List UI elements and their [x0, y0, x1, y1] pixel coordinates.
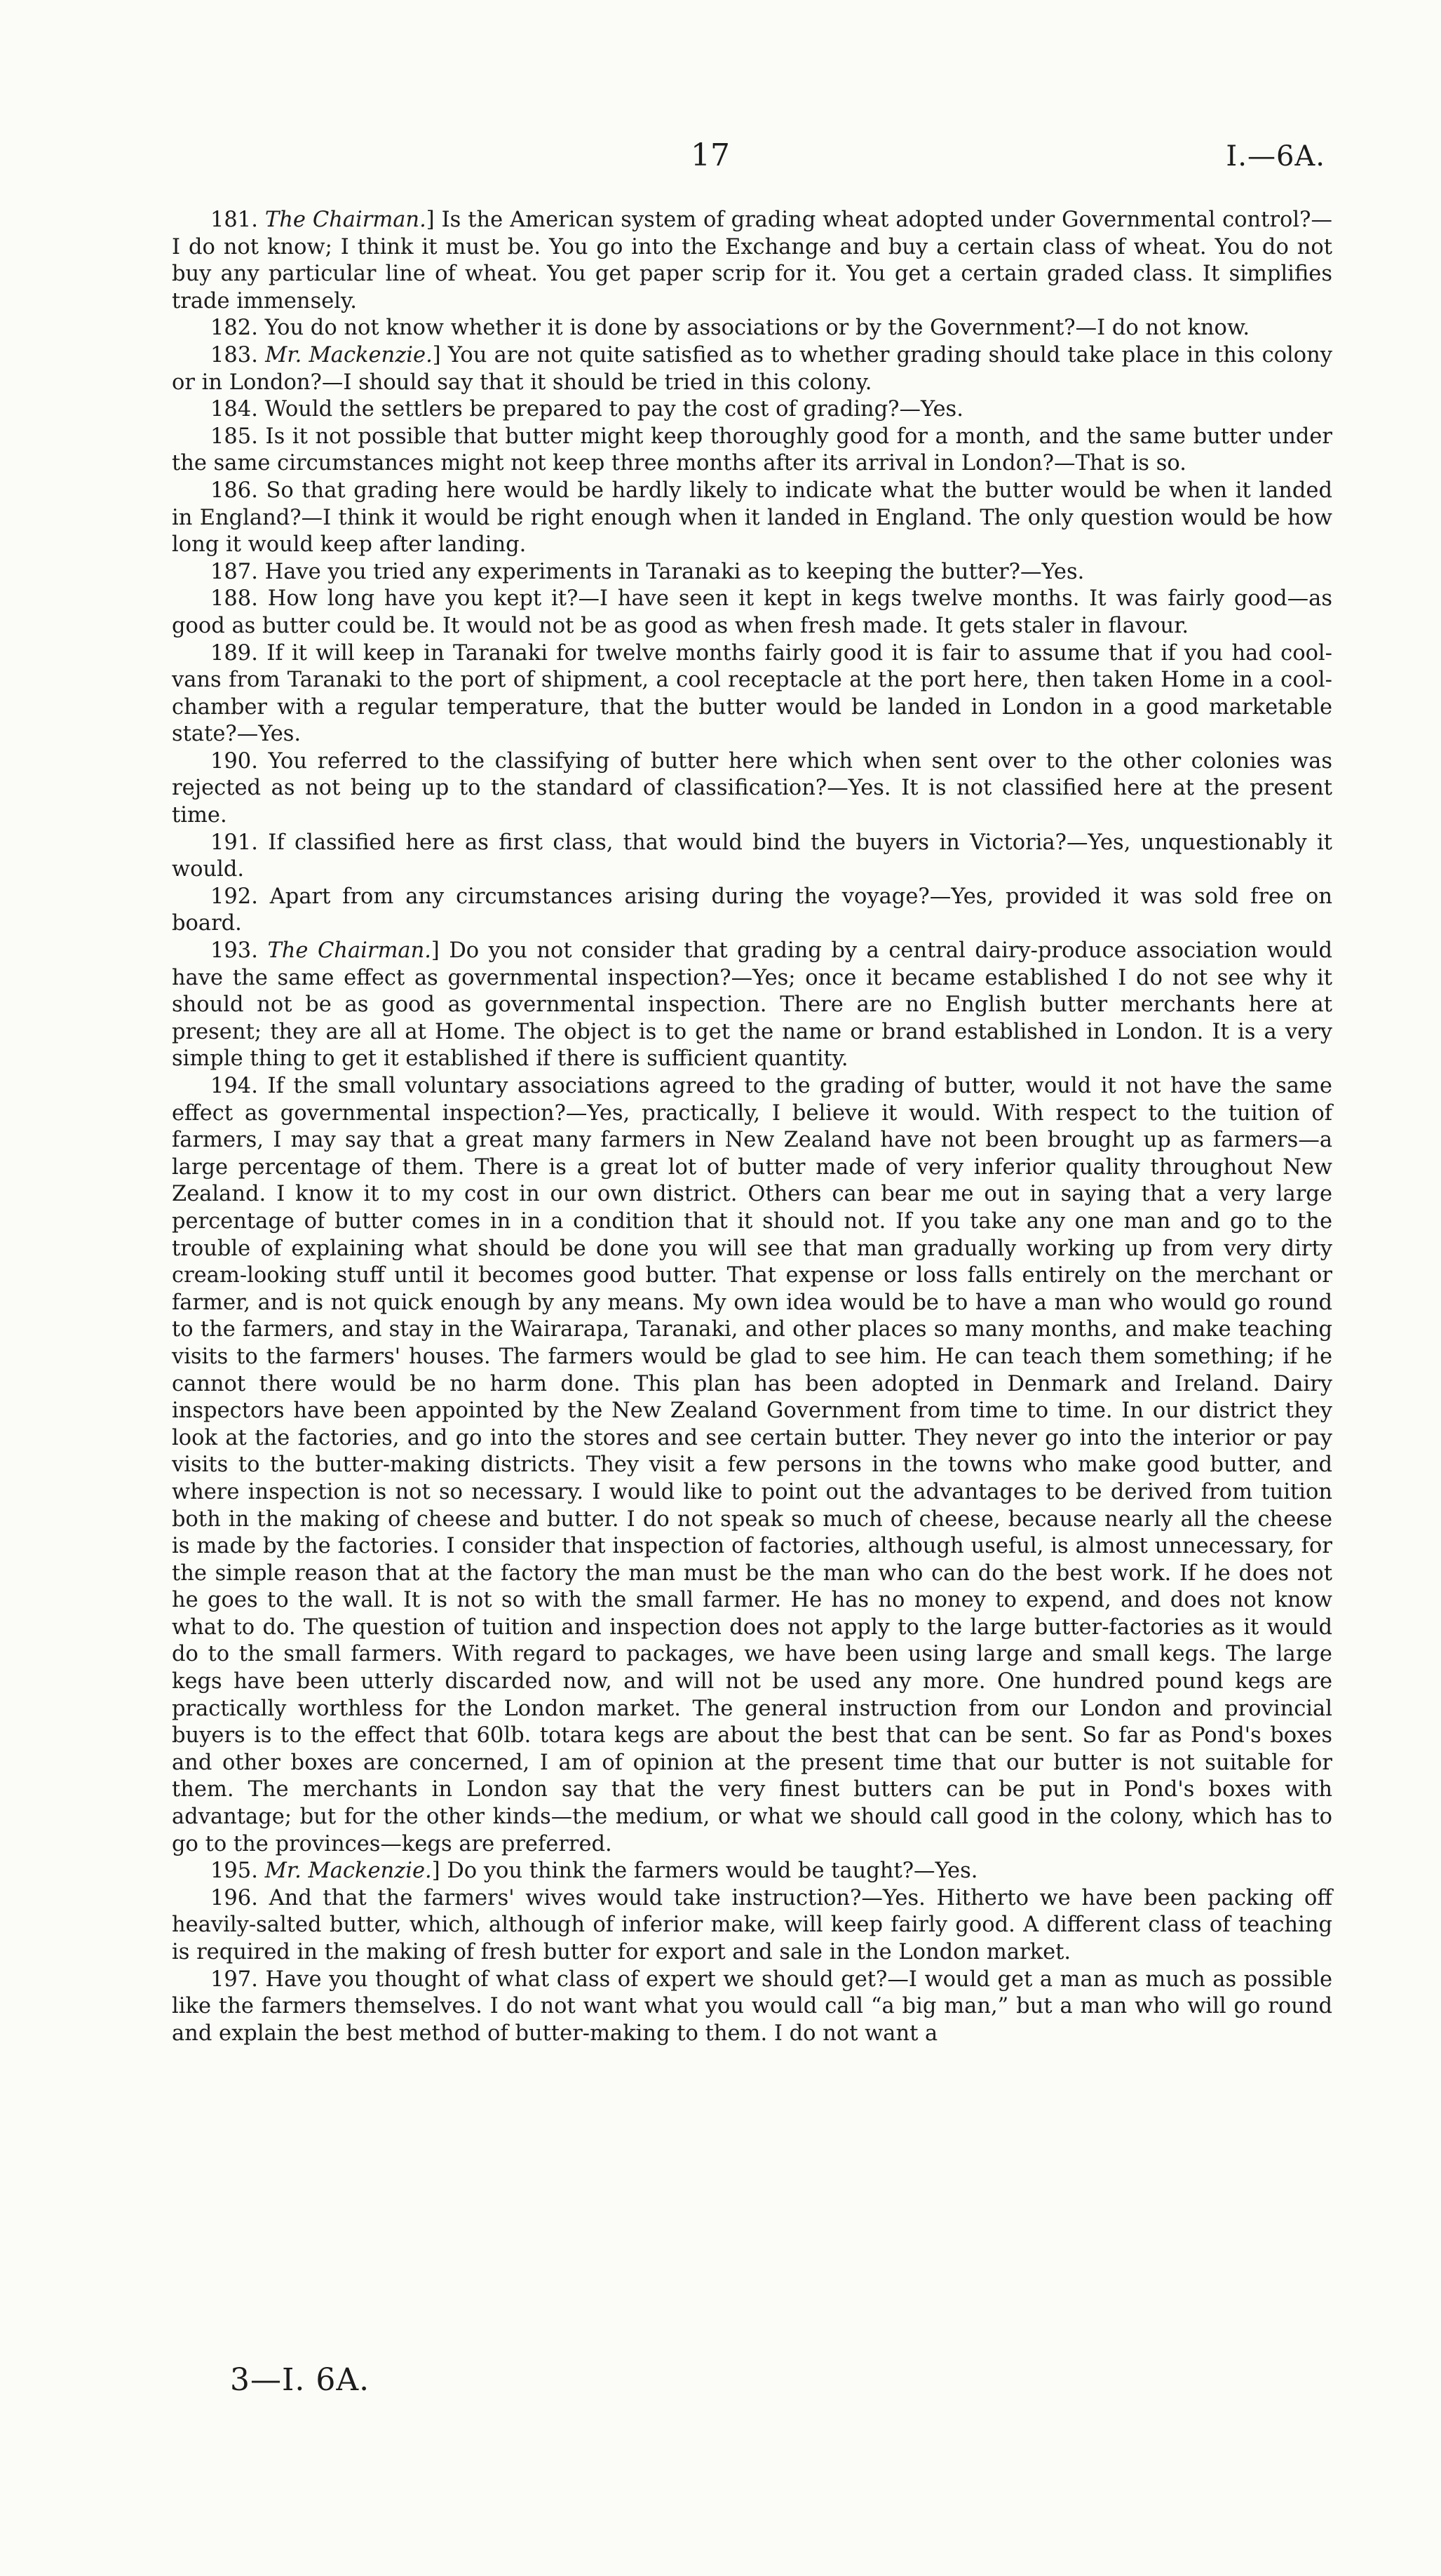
question-number: 192.: [210, 884, 258, 909]
question-number: 195.: [210, 1859, 258, 1884]
question-number: 181.: [210, 208, 258, 232]
page-number: 17: [691, 137, 730, 173]
question-number: 187.: [210, 559, 258, 584]
paragraph-185: [172, 424, 1332, 478]
paragraph-text: Do you think the farmers would be taught?—Yes.: [440, 1859, 978, 1884]
question-number: 193.: [210, 938, 258, 964]
paragraph-text: Do you not consider that grading by a central dairy-produce association would have the same effect as governmental inspection?—Yes; once it became established I do not see why it should not be as good as governmental inspection. There are no English butter merchants here at present; they are all at Home. The object is to get the name or brand established in London. It is a very simple thing to get it established if there is sufficient quantity.: [172, 938, 1332, 1072]
question-number: 194.: [210, 1074, 258, 1098]
paragraph-187: [172, 559, 1332, 586]
paragraph-182: [172, 315, 1332, 342]
question-number: 188.: [210, 586, 258, 612]
paragraph-text: You referred to the classifying of butter here which when sent over to the other colonies was rejected as not being up to the standard of classification?—Yes. It is not classified here at the present time.: [172, 748, 1332, 828]
paragraph-text: If it will keep in Taranaki for twelve months fairly good it is fair to assume that if you had cool-vans from Taranaki to the port of shipment, a cool receptacle at the port here, then taken Home in a cool-chamber with a regular temperature, that the butter would be landed in London in a good marketable state?—Yes.: [172, 640, 1332, 747]
question-number: 184.: [210, 397, 258, 422]
speaker-bracket: ]: [432, 342, 441, 367]
paragraph-text: Have you tried any experiments in Taranaki as to keeping the butter?—Yes.: [257, 559, 1085, 584]
speaker-bracket: ]: [426, 208, 435, 232]
paragraph-text: If classified here as first class, that would bind the buyers in Victoria?—Yes, unquestionably it would.: [172, 830, 1332, 882]
paragraph-text: If the small voluntary associations agreed to the grading of butter, would it not have the same effect as governmental inspection?—Yes, practically, I believe it would. With respect to the tuition of farmers, I may say that a great many farmers in New Zealand have not been brought up as farmers—a large percentage of them. There is a great lot of butter made of very inferior quality throughout New Zealand. I know it to my cost in our own district. Others can bear me out in saying that a very large percentage of butter comes in in a condition that it should not. If you take any one man and go to the trouble of explaining what should be done you will see that man gradually working up from very dirty cream-looking stuff until it becomes good butter. That expense or loss falls entirely on the merchant or farmer, and is not quick enough by any means. My own idea would be to have a man who would go round to the farmers, and stay in the Wairarapa, Taranaki, and other places so many months, and make teaching visits to the farmers' houses. The farmers would be glad to see him. He can teach them something; if he cannot there would be no harm done. This plan has been adopted in Denmark and Ireland. Dairy inspectors have been appointed by the New Zealand Government from time to time. In our district they look at the factories, and go into the stores and see certain butter. They never go into the interior or pay visits to the butter-making districts. They visit a few persons in the towns who make good butter, and where inspection is not so necessary. I would like to point out the advantages to be derived from tuition both in the making of cheese and butter. I do not speak so much of cheese, because nearly all the cheese is made by the factories. I consider that inspection of factories, although useful, is almost unnecessary, for the simple reason that at the factory the man must be the man who can do the best work. If he does not he goes to the wall. It is not so with the small farmer. He has no money to expend, and does not know what to do. The question of tuition and inspection does not apply to the large butter-factories as it would do to the small farmers. With regard to packages, we have been using large and small kegs. The large kegs have been utterly discarded now, and will not be used any more. One hundred pound kegs are practically worthless for the London market. The general instruction from our London and provincial buyers is to the effect that 60lb. totara kegs are about the best that can be sent. So far as Pond's boxes and other boxes are concerned, I am of opinion at the present time that our butter is not suitable for them. The merchants in London say that the very finest butters can be put in Pond's boxes with advantage; but for the other kinds—the medium, or what we should call good in the colony, which has to go to the provinces—kegs are preferred.: [172, 1074, 1332, 1856]
paragraph-195: [172, 1858, 1332, 1885]
paragraph-194: [172, 1073, 1332, 1858]
question-number: 190.: [210, 748, 258, 774]
paragraph-189: [172, 640, 1332, 748]
paragraph-text: So that grading here would be hardly likely to indicate what the butter would be when it landed in England?—I think it would be right enough when it landed in England. The only question would be how long it would keep after landing.: [172, 478, 1332, 558]
paragraph-183: [172, 342, 1332, 396]
paragraph-192: [172, 884, 1332, 938]
paragraph-188: [172, 586, 1332, 640]
paragraph-193: [172, 938, 1332, 1073]
speaker: Mr. Mackenzie.: [264, 1859, 432, 1884]
paragraph-text: Is it not possible that butter might keep thoroughly good for a month, and the same butter under the same circumstances might not keep three months after its arrival in London?—That is so.: [172, 424, 1332, 476]
paragraph-text: Is the American system of grading wheat adopted under Governmental control?—I do not know; I think it must be. You go into the Exchange and buy a certain class of wheat. You do not buy any particular line of wheat. You get paper scrip for it. You get a certain graded class. It simplifies trade immensely.: [172, 208, 1332, 313]
speaker-bracket: ]: [431, 938, 440, 964]
paragraph-text: Apart from any circumstances arising during the voyage?—Yes, provided it was sold free on board.: [172, 884, 1332, 936]
paragraph-text: You do not know whether it is done by associations or by the Government?—I do not know.: [257, 316, 1250, 341]
question-number: 197.: [210, 1967, 258, 1992]
paragraph-text: Would the settlers be prepared to pay the cost of grading?—Yes.: [257, 397, 963, 422]
question-number: 185.: [210, 424, 258, 449]
paragraph-197: [172, 1967, 1332, 2048]
document-ref: I.—6A.: [1226, 140, 1325, 173]
question-number: 196.: [210, 1885, 258, 1910]
body-text: [172, 207, 1332, 2047]
speaker: Mr. Mackenzie.: [265, 342, 433, 367]
paragraph-181: [172, 207, 1332, 315]
paragraph-text: And that the farmers' wives would take instruction?—Yes. Hitherto we have been packing off heavily-salted butter, which, although of inferior make, will keep fairly good. A different class of teaching is required in the making of fresh butter for export and sale in the London market.: [172, 1885, 1332, 1964]
speaker-bracket: ]: [431, 1859, 440, 1884]
paragraph-184: [172, 396, 1332, 424]
question-number: 191.: [210, 830, 258, 855]
paragraph-186: [172, 478, 1332, 559]
paragraph-191: [172, 830, 1332, 884]
paragraph-text: You are not quite satisfied as to whether grading should take place in this colony or in London?—I should say that it should be tried in this colony.: [172, 342, 1333, 395]
question-number: 182.: [210, 316, 258, 341]
speaker: The Chairman.: [267, 938, 431, 964]
paragraph-text: Have you thought of what class of expert we should get?—I would get a man as much as possible like the farmers themselves. I do not want what you would call “a big man,” but a man who will go round and explain the best method of butter-making to them. I do not want a: [172, 1967, 1332, 2046]
signature-mark: 3—I. 6A.: [230, 2362, 370, 2398]
speaker: The Chairman.: [264, 208, 426, 232]
question-number: 189.: [210, 640, 258, 666]
paragraph-196: [172, 1885, 1332, 1967]
paragraph-190: [172, 748, 1332, 830]
question-number: 186.: [210, 478, 258, 503]
paragraph-text: How long have you kept it?—I have seen it kept in kegs twelve months. It was fairly good—as good as butter could be. It would not be as good as when fresh made. It gets staler in flavour.: [172, 586, 1332, 638]
question-number: 183.: [210, 342, 258, 367]
